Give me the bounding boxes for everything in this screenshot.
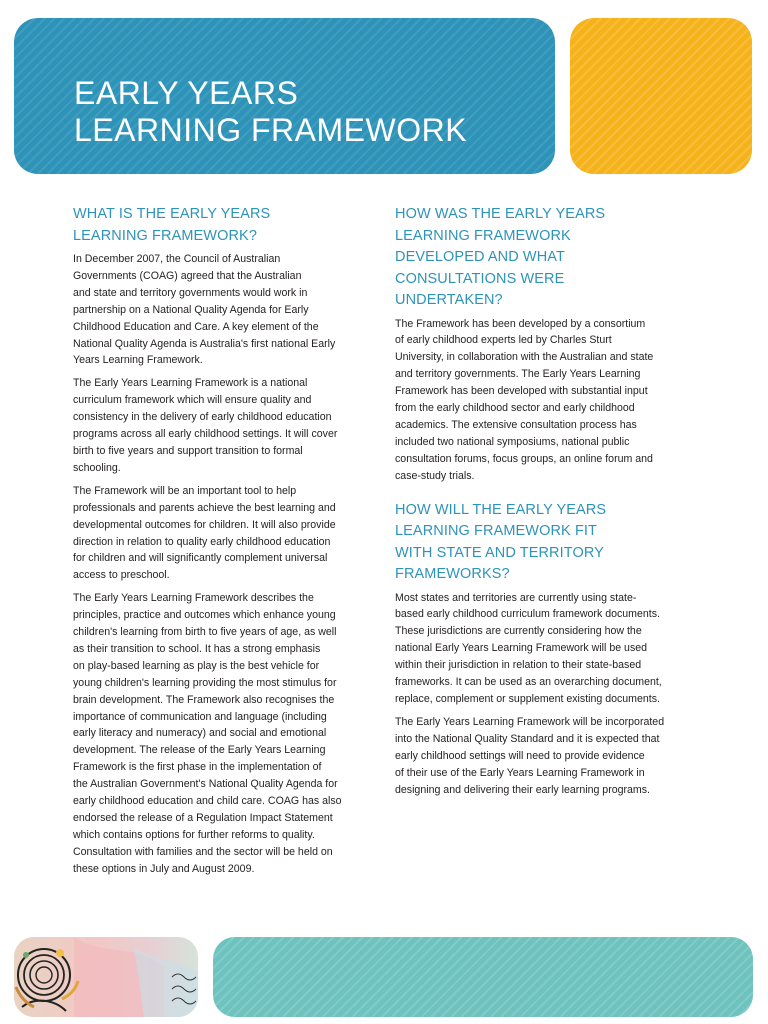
text-line: on play-based learning as play is the best vehicle for xyxy=(73,659,320,672)
text-line: National Quality Agenda is Australia's first national Early xyxy=(73,337,336,350)
decorative-artwork xyxy=(14,937,198,1017)
text-line: into the National Quality Standard and it is expected that xyxy=(395,732,660,745)
text-line: academics. The extensive consultation process has xyxy=(395,418,637,431)
text-line: University, in collaboration with the Australian and state xyxy=(395,351,654,364)
text-line: and state and territory governments would work in xyxy=(73,286,308,299)
text-line: Childhood Education and Care. A key element of the xyxy=(73,320,319,333)
section-heading-how-fit xyxy=(395,500,697,586)
text-line: of early childhood experts led by Charles Sturt xyxy=(395,334,612,347)
decorative-footer-bar xyxy=(213,937,753,1017)
text-line: for children and will significantly complement universal xyxy=(73,552,328,565)
text-line: early childhood education and child care. COAG has also xyxy=(73,795,342,808)
text-line: These jurisdictions are currently considering how the xyxy=(395,625,642,638)
paragraph xyxy=(395,714,697,799)
page-title xyxy=(74,75,467,149)
title-banner xyxy=(14,18,555,174)
text-line: these options in July and August 2009. xyxy=(73,862,255,875)
text-line: consultation forums, focus groups, an online forum and xyxy=(395,452,653,465)
text-line: Most states and territories are currently using state- xyxy=(395,591,637,604)
text-line: schooling. xyxy=(73,461,121,474)
text-line: importance of communication and language (including xyxy=(73,710,327,723)
text-line: based early childhood curriculum framework documents. xyxy=(395,608,660,621)
text-line: included two national symposiums, national public xyxy=(395,435,630,448)
paragraph xyxy=(73,251,373,369)
heading-line: HOW WILL THE EARLY YEARS xyxy=(395,501,607,518)
text-line: early childhood settings will need to provide evidence xyxy=(395,749,645,762)
text-line: national Early Years Learning Framework will be used xyxy=(395,642,648,655)
text-line: children's learning from birth to five years of age, as well xyxy=(73,626,337,639)
text-line: In December 2007, the Council of Australian xyxy=(73,253,281,265)
artwork-illustration xyxy=(14,937,198,1017)
text-line: replace, complement or supplement existing documents. xyxy=(395,693,660,705)
text-line: frameworks. It can be used as an overarching document, xyxy=(395,676,662,689)
text-line: brain development. The Framework also recognises the xyxy=(73,693,335,706)
text-line: Framework is the first phase in the implementation of xyxy=(73,761,322,774)
text-line: Framework has been developed with substantial input xyxy=(395,385,648,398)
heading-line: HOW WAS THE EARLY YEARS xyxy=(395,206,606,222)
paragraph xyxy=(395,590,697,708)
text-line: from the early childhood sector and early childhood xyxy=(395,402,635,415)
title-line: EARLY YEARS xyxy=(74,75,299,111)
paragraph xyxy=(73,375,373,476)
text-line: The Framework will be an important tool to help xyxy=(73,484,297,497)
heading-line: UNDERTAKEN? xyxy=(395,292,503,308)
text-line: development. The release of the Early Years Learning xyxy=(73,744,326,757)
heading-line: WITH STATE AND TERRITORY xyxy=(395,544,604,561)
decorative-yellow-block xyxy=(570,18,752,174)
heading-line: FRAMEWORKS? xyxy=(395,566,510,583)
text-line: Years Learning Framework. xyxy=(73,354,203,367)
text-line: curriculum framework which will ensure quality and xyxy=(73,394,312,407)
heading-line: CONSULTATIONS WERE xyxy=(395,270,565,287)
paragraph xyxy=(395,316,697,485)
text-line: The Early Years Learning Framework describes the xyxy=(73,592,314,605)
text-line: young children's learning providing the most stimulus for xyxy=(73,676,337,689)
heading-line: WHAT IS THE EARLY YEARS xyxy=(73,206,271,222)
text-line: as their transition to school. It has a strong emphasis xyxy=(73,642,321,655)
text-line: endorsed the release of a Regulation Impact Statement xyxy=(73,812,333,824)
text-line: and territory governments. The Early Years Learning xyxy=(395,368,641,381)
heading-line: DEVELOPED AND WHAT xyxy=(395,249,565,265)
text-line: access to preschool. xyxy=(73,569,170,582)
text-line: birth to five years and support transition to formal xyxy=(73,444,303,457)
text-line: within their jurisdiction in relation to their state-based xyxy=(395,659,642,672)
text-line: direction in relation to quality early childhood education xyxy=(73,535,331,548)
heading-line: LEARNING FRAMEWORK? xyxy=(73,227,257,244)
left-column xyxy=(73,204,373,884)
text-line: consistency in the delivery of early childhood education xyxy=(73,411,332,424)
section-heading-how-developed xyxy=(395,204,697,312)
paragraph xyxy=(73,483,373,584)
text-line: principles, practice and outcomes which enhance young xyxy=(73,609,336,622)
text-line: Governments (COAG) agreed that the Australian xyxy=(73,269,302,282)
text-line: early literacy and numeracy) and social and emotional xyxy=(73,727,327,740)
text-line: The Early Years Learning Framework will be incorporated xyxy=(395,715,665,728)
text-line: designing and delivering their early learning programs. xyxy=(395,783,650,796)
text-line: Consultation with families and the sector will be held on xyxy=(73,845,333,858)
title-line: LEARNING FRAMEWORK xyxy=(74,112,468,148)
text-line: which contains options for further reforms to quality. xyxy=(73,828,315,841)
right-column xyxy=(395,204,697,804)
text-line: partnership on a National Quality Agenda for Early xyxy=(73,303,309,316)
text-line: of their use of the Early Years Learning Framework in xyxy=(395,766,645,779)
text-line: professionals and parents achieve the best learning and xyxy=(73,501,336,514)
text-line: The Early Years Learning Framework is a national xyxy=(73,377,308,390)
text-line: case-study trials. xyxy=(395,469,475,482)
text-line: programs across all early childhood settings. It will cover xyxy=(73,428,338,441)
paragraph xyxy=(73,590,373,877)
heading-line: LEARNING FRAMEWORK FIT xyxy=(395,523,597,540)
text-line: the Australian Government's National Quality Agenda for xyxy=(73,778,338,791)
heading-line: LEARNING FRAMEWORK xyxy=(395,227,571,244)
section-heading-what-is xyxy=(73,204,373,247)
text-line: The Framework has been developed by a consortium xyxy=(395,317,646,330)
text-line: developmental outcomes for children. It will also provide xyxy=(73,518,336,531)
